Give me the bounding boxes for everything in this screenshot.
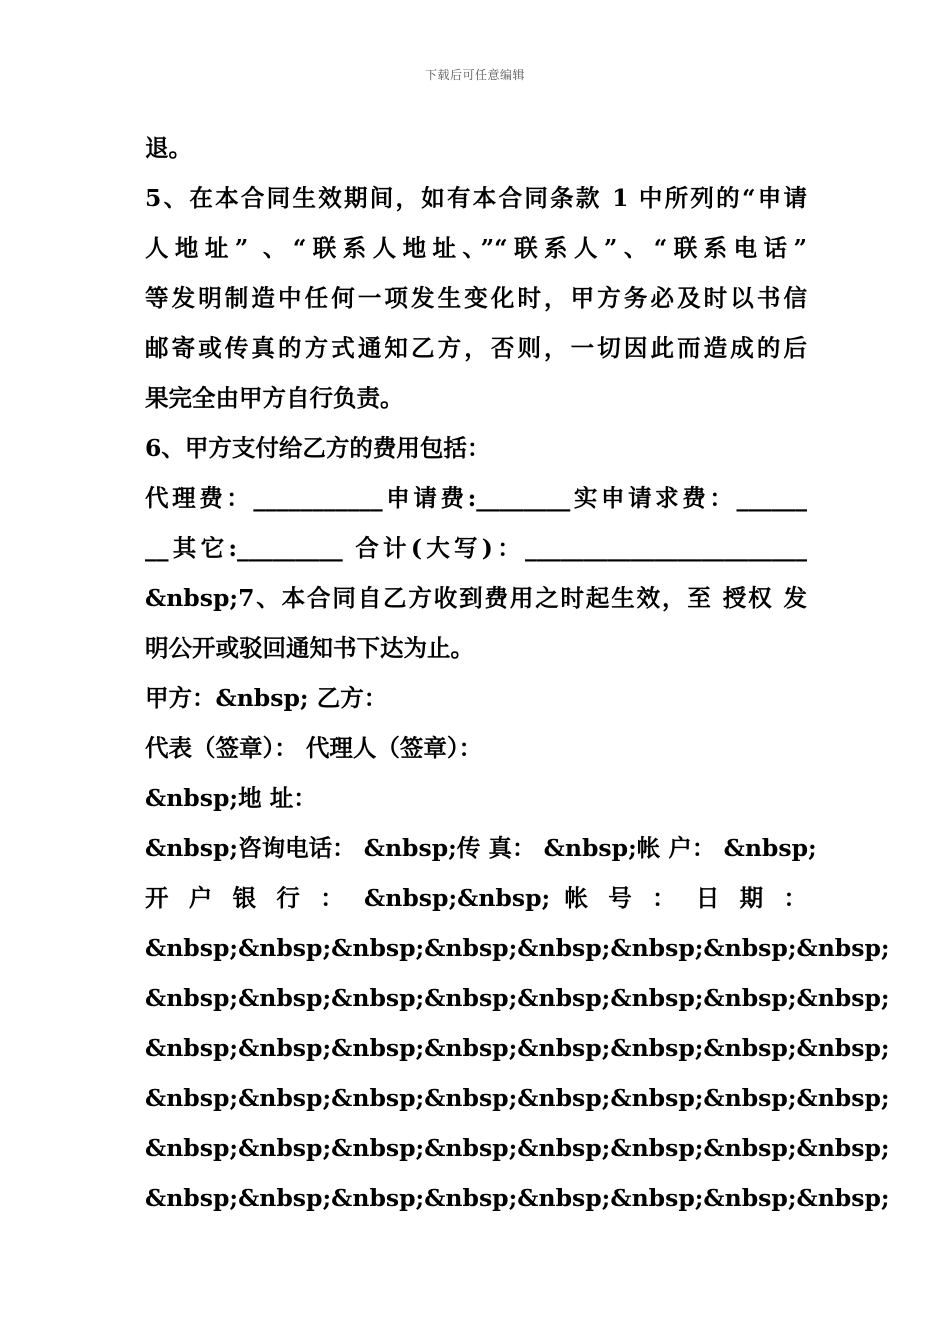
nbsp-line: &nbsp;&nbsp;&nbsp;&nbsp;&nbsp;&nbsp;&nbsp;&nbsp; [145, 1084, 890, 1112]
text-line: &nbsp;7、本合同自乙方收到费用之时起生效，至 授权 发 [145, 584, 807, 612]
page-header-note: 下载后可任意编辑 [424, 68, 525, 82]
text-line: 5、在本合同生效期间，如有本合同条款 1 中所列的“申请 [145, 184, 807, 212]
nbsp-line: &nbsp;&nbsp;&nbsp;&nbsp;&nbsp;&nbsp;&nbsp;&nbsp; [145, 934, 890, 962]
nbsp-line: &nbsp;&nbsp;&nbsp;&nbsp;&nbsp;&nbsp;&nbsp;&nbsp; [145, 1184, 890, 1212]
text-line: 明公开或驳回通知书下达为止。 [145, 634, 474, 662]
text-line: 人地址” 、“联系人地址、”“联系人”、“联系电话” [145, 234, 807, 262]
fee-line: __其它:_________ 合计(大写)：________________________ [145, 534, 807, 562]
text-line: 6、甲方支付给乙方的费用包括： [145, 434, 491, 462]
text-line: 等发明制造中任何一项发生变化时，甲方务必及时以书信 [145, 284, 807, 312]
nbsp-line: &nbsp;&nbsp;&nbsp;&nbsp;&nbsp;&nbsp;&nbsp;&nbsp; [145, 1034, 890, 1062]
text-line: 邮寄或传真的方式通知乙方，否则，一切因此而造成的后 [145, 334, 807, 362]
contact-line: &nbsp;咨询电话： &nbsp;传 真： &nbsp;帐 户： &nbsp; [145, 834, 817, 862]
fee-line: 代理费：___________申请费:________实申请求费：______ [145, 484, 807, 512]
bank-line: 开 户 银 行 ： &nbsp;&nbsp; 帐 号 ： 日 期 ： [145, 884, 807, 912]
address-line: &nbsp;地 址： [145, 784, 317, 812]
document-body [145, 123, 890, 1223]
text-line: 退。 [145, 134, 192, 162]
signature-line: 甲方：&nbsp; 乙方： [145, 684, 388, 712]
nbsp-line: &nbsp;&nbsp;&nbsp;&nbsp;&nbsp;&nbsp;&nbsp;&nbsp; [145, 1134, 890, 1162]
nbsp-line: &nbsp;&nbsp;&nbsp;&nbsp;&nbsp;&nbsp;&nbsp;&nbsp; [145, 984, 890, 1012]
text-line: 果完全由甲方自行负责。 [145, 384, 404, 412]
signature-line: 代表（签章）： 代理人（签章）： [145, 734, 483, 762]
